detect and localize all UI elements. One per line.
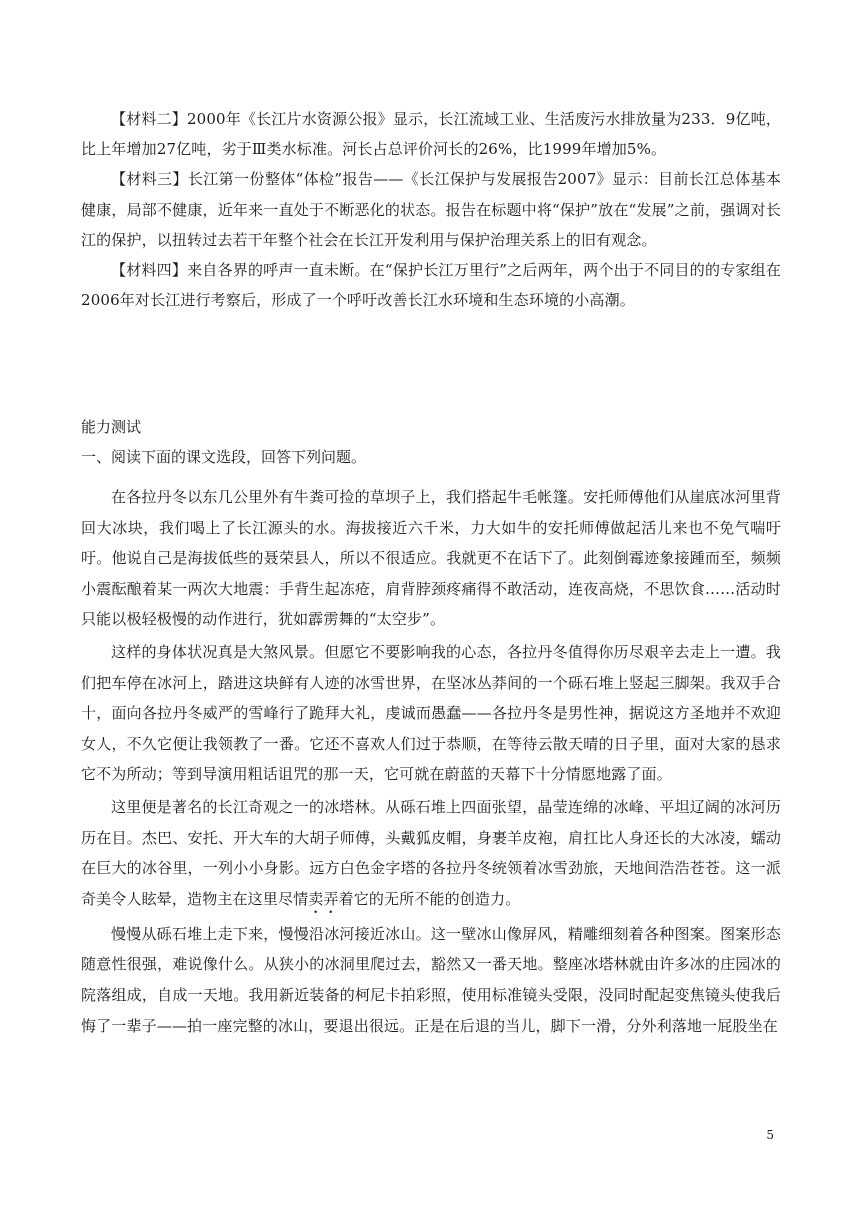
question-instruction: 一、阅读下面的课文选段，回答下列问题。 [81,448,367,466]
page-number: 5 [766,1128,774,1142]
passage-paragraph-1: 在各拉丹冬以东几公里外有牛粪可捡的草坝子上，我们搭起牛毛帐篷。安托师傅他们从崖底冰河里背回大冰块，我们喝上了长江源头的水。海拔接近六千米，力大如牛的安托师傅做起活儿来也不免气喘吁吁。他说自己是海拔低些的聂荣县人，所以不很适应。我就更不在话下了。此刻倒霉迹象接踵而至，频频小震酝酿着某一两次大地震：手背生起冻疮，肩背脖颈疼痛得不敢活动，连夜高烧，不思饮食……活动时只能以极轻极慢的动作进行，犹如霹雳舞的“太空步”。 [81,488,781,629]
passage-paragraph-3-text-after: 着它的无所不能的创造力。 [338,889,521,908]
reading-passage [81,482,781,1041]
material-three-paragraph: 【材料三】长江第一份整体“体检”报告——《长江保护与发展报告2007》显示：目前长江总体基本健康，局部不健康，近年来一直处于不断恶化的状态。报告在标题中将“保护”放在“发展”之前，强调对长江的保护，以扭转过去若干年整个社会在长江开发利用与保护治理关系上的旧有观念。 [81,170,781,249]
material-four-paragraph: 【材料四】来自各界的呼声一直未断。在“保护长江万里行”之后两年，两个出于不同目的的专家组在2006年对长江进行考察后，形成了一个呼吁改善长江水环境和生态环境的小高潮。 [81,261,781,310]
passage-paragraph-3-text-before: 这里便是著名的长江奇观之一的冰塔林。从砾石堆上四面张望，晶莹连绵的冰峰、平坦辽阔的冰河历历在目。杰巴、安托、开大车的大胡子师傅，头戴狐皮帽，身裹羊皮袍，肩扛比人身还长的大冰凌，蠕动在巨大的冰谷里，一列小小身影。远方白色金字塔的各拉丹冬统领着冰雪劲旅，天地间浩浩苍苍。这一派奇美令人眩晕，造物主在这里尽情 [81,797,781,908]
passage-paragraph-3 [81,792,781,917]
emphasized-word: 卖弄 [308,889,339,908]
ability-test-section [81,412,781,472]
section-heading: 能力测试 [81,418,142,436]
material-two-paragraph: 【材料二】2000年《长江片水资源公报》显示，长江流域工业、生活废污水排放量为233．9亿吨，比上年增加27亿吨，劣于Ⅲ类水标准。河长占总评价河长的26%，比1999年增加5%。 [81,110,781,159]
passage-paragraph-2: 这样的身体状况真是大煞风景。但愿它不要影响我的心态，各拉丹冬值得你历尽艰辛去走上一遭。我们把车停在冰河上，踏进这块鲜有人迹的冰雪世界，在坚冰丛莽间的一个砾石堆上竖起三脚架。我双手合十，面向各拉丹冬威严的雪峰行了跪拜大礼，虔诚而愚蠢——各拉丹冬是男性神，据说这方圣地并不欢迎女人，不久它便让我领教了一番。它还不喜欢人们过于恭顺，在等待云散天晴的日子里，面对大家的恳求它不为所动；等到导演用粗话诅咒的那一天，它可就在蔚蓝的天幕下十分情愿地露了面。 [81,642,781,784]
materials-section [81,104,781,315]
passage-paragraph-4: 慢慢从砾石堆上走下来，慢慢沿冰河接近冰山。这一壁冰山像屏风，精雕细刻着各种图案。图案形态随意性很强，难说像什么。从狭小的冰洞里爬过去，豁然又一番天地。整座冰塔林就由许多冰的庄园冰的院落组成，自成一天地。我用新近装备的柯尼卡拍彩照，使用标准镜头受限，没同时配起变焦镜头使我后悔了一辈子——拍一座完整的冰山，要退出很远。正是在后退的当儿，脚下一滑，分外利落地一屁股坐在 [81,924,781,1035]
